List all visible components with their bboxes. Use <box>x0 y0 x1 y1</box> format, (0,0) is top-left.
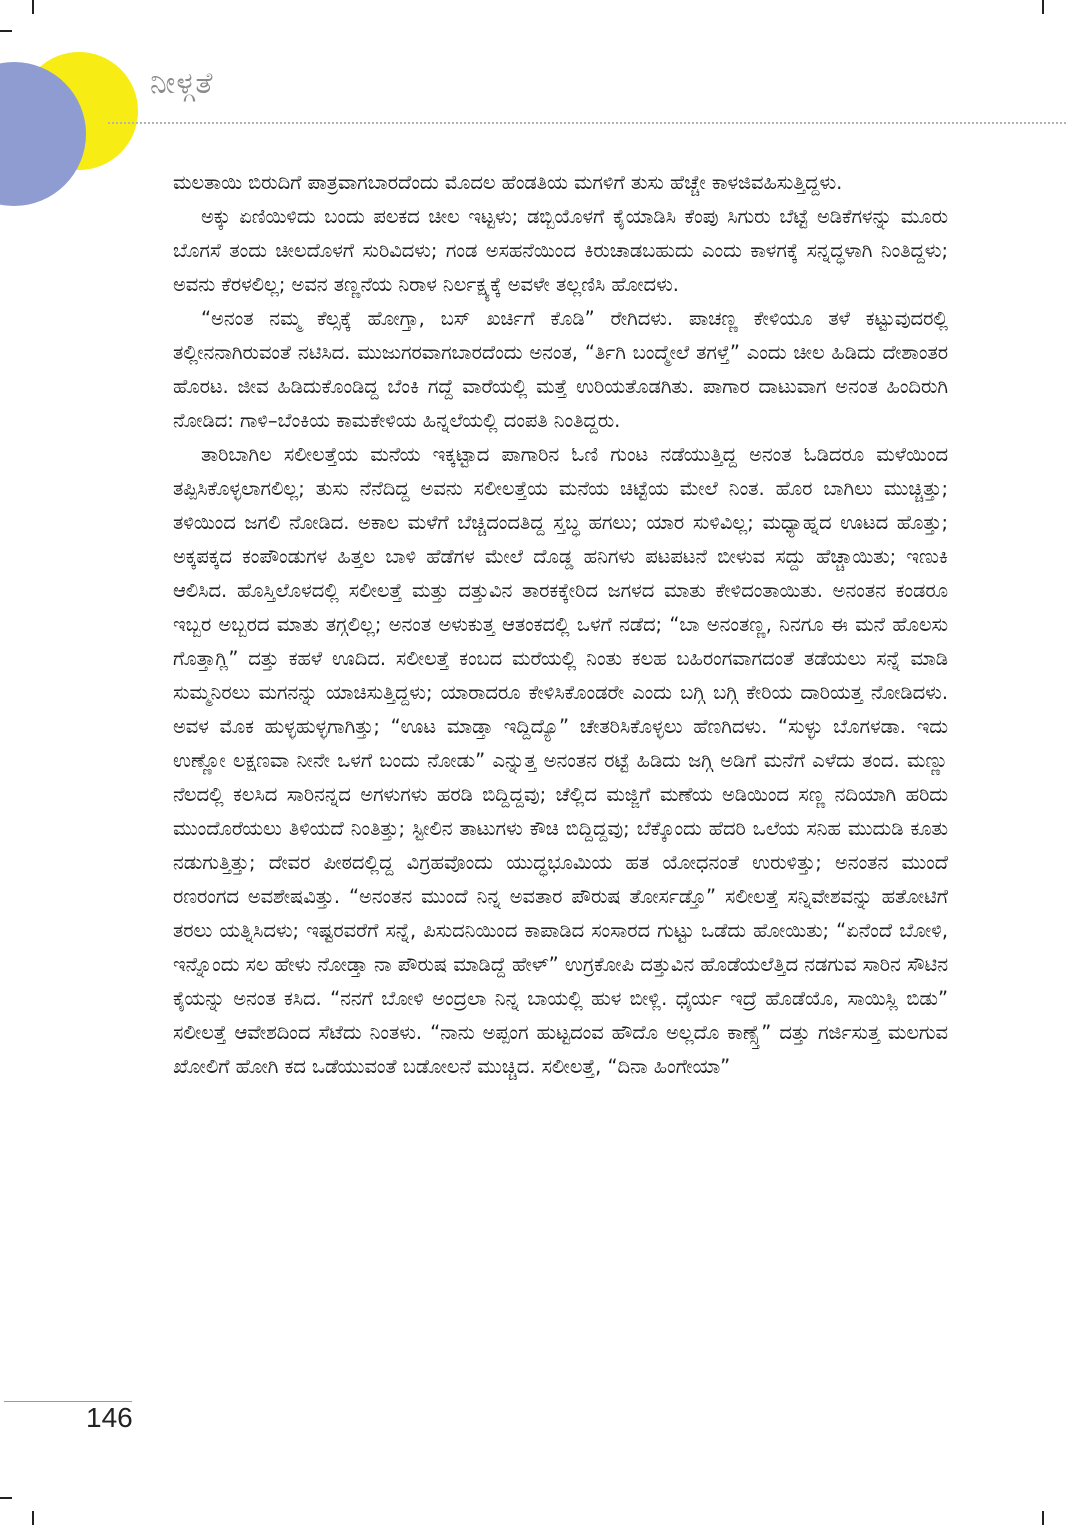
paragraph-4: ತಾರಿಬಾಗಿಲ ಸಲೀಲತ್ತೆಯ ಮನೆಯ ಇಕ್ಕಟ್ಟಾದ ಪಾಗಾರಿನ ಓಣಿ ಗುಂಟ ನಡೆಯುತ್ತಿದ್ದ ಅನಂತ ಓಡಿದರೂ ಮಳೆಯಿಂದ ತಪ್ಪಿಸಿಕೊಳ್ಳಲಾಗಲಿಲ್ಲ; ತುಸು ನೆನೆದಿದ್ದ ಅವನು ಸಲೀಲತ್ತೆಯ ಮನೆಯ ಚಿಟ್ಟೆಯ ಮೇಲೆ ನಿಂತ. ಹೊರ ಬಾಗಿಲು ಮುಚ್ಚಿತ್ತು; ತಳಿಯಿಂದ ಜಗಲಿ ನೋಡಿದ. ಅಕಾಲ ಮಳೆಗೆ ಬೆಚ್ಚಿದಂದತಿದ್ದ ಸ್ತಬ್ಧ ಹಗಲು; ಯಾರ ಸುಳಿವಿಲ್ಲ; ಮಧ್ಯಾಹ್ನದ ಊಟದ ಹೊತ್ತು; ಅಕ್ಕಪಕ್ಕದ ಕಂಪೌಂಡುಗಳ ಹಿತ್ತಲ ಬಾಳಿ ಹೆಡೆಗಳ ಮೇಲೆ ದೊಡ್ಡ ಹನಿಗಳು ಪಟಪಟನೆ ಬೀಳುವ ಸದ್ದು ಹೆಚ್ಚಾಯಿತು; ಇಣುಕಿ ಆಲಿಸಿದ. ಹೊಸ್ತಿಲೊಳದಲ್ಲಿ ಸಲೀಲತ್ತೆ ಮತ್ತು ದತ್ತುವಿನ ತಾರಕಕ್ಕೇರಿದ ಜಗಳದ ಮಾತು ಕೇಳಿದಂತಾಯಿತು. ಅನಂತನ ಕಂಡರೂ ಇಬ್ಬರ ಅಬ್ಬರದ ಮಾತು ತಗ್ಗಲಿಲ್ಲ; ಅನಂತ ಅಳುಕುತ್ತ ಆತಂಕದಲ್ಲಿ ಒಳಗೆ ನಡೆದ; “ಬಾ ಅನಂತಣ್ಣ, ನಿನಗೂ ಈ ಮನೆ ಹೊಲಸು ಗೊತ್ತಾಗ್ಲಿ” ದತ್ತು ಕಹಳೆ ಊದಿದ. ಸಲೀಲತ್ತೆ ಕಂಬದ ಮರೆಯಲ್ಲಿ ನಿಂತು ಕಲಹ ಬಹಿರಂಗವಾಗದಂತೆ ತಡೆಯಲು ಸನ್ನೆ ಮಾಡಿ ಸುಮ್ಮನಿರಲು ಮಗನನ್ನು ಯಾಚಿಸುತ್ತಿದ್ದಳು; ಯಾರಾದರೂ ಕೇಳಿಸಿಕೊಂಡರೇ ಎಂದು ಬಗ್ಗಿ ಬಗ್ಗಿ ಕೇರಿಯ ದಾರಿಯತ್ತ ನೋಡಿದಳು. ಅವಳ ಮೊಕ ಹುಳ್ಳಹುಳ್ಳಗಾಗಿತ್ತು; “ಊಟ ಮಾಡ್ತಾ ಇದ್ದಿದ್ಯೊ” ಚೇತರಿಸಿಕೊಳ್ಳಲು ಹೆಣಗಿದಳು. “ಸುಳ್ಳು ಬೊಗಳಡಾ. ಇದು ಉಣ್ಣೋ ಲಕ್ಷಣವಾ ನೀನೇ ಒಳಗೆ ಬಂದು ನೋಡು” ಎನ್ನುತ್ತ ಅನಂತನ ರಟ್ಟೆ ಹಿಡಿದು ಜಗ್ಗಿ ಅಡಿಗೆ ಮನೆಗೆ ಎಳೆದು ತಂದ. ಮಣ್ಣು ನೆಲದಲ್ಲಿ ಕಲಸಿದ ಸಾರಿನನ್ನದ ಅಗಳುಗಳು ಹರಡಿ ಬಿದ್ದಿದ್ದವು; ಚೆಲ್ಲಿದ ಮಜ್ಜಿಗೆ ಮಣೆಯ ಅಡಿಯಿಂದ ಸಣ್ಣ ನದಿಯಾಗಿ ಹರಿದು ಮುಂದೊರೆಯಲು ತಿಳಿಯದೆ ನಿಂತಿತ್ತು; ಸ್ಟೀಲಿನ ತಾಟುಗಳು ಕೌಚಿ ಬಿದ್ದಿದ್ದವು; ಬೆಕ್ಕೊಂದು ಹೆದರಿ ಒಲೆಯ ಸನಿಹ ಮುದುಡಿ ಕೂತು ನಡುಗುತ್ತಿತ್ತು; ದೇವರ ಪೀಠದಲ್ಲಿದ್ದ ವಿಗ್ರಹವೊಂದು ಯುದ್ಧಭೂಮಿಯ ಹತ ಯೋಧನಂತೆ ಉರುಳಿತ್ತು; ಅನಂತನ ಮುಂದೆ ರಣರಂಗದ ಅವಶೇಷವಿತ್ತು. “ಅನಂತನ ಮುಂದೆ ನಿನ್ನ ಅವತಾರ ಪೌರುಷ ತೋರ್ಸಡ್ತೊ” ಸಲೀಲತ್ತೆ ಸನ್ನಿವೇಶವನ್ನು ಹತೋಟಿಗೆ ತರಲು ಯತ್ನಿಸಿದಳು; ಇಷ್ಟರವರೆಗೆ ಸನ್ನೆ, ಪಿಸುದನಿಯಿಂದ ಕಾಪಾಡಿದ ಸಂಸಾರದ ಗುಟ್ಟು ಒಡೆದು ಹೋಯಿತು; “ಏನೆಂದೆ ಬೋಳಿ, ಇನ್ನೊಂದು ಸಲ ಹೇಳು ನೋಡ್ತಾ ನಾ ಪೌರುಷ ಮಾಡಿದ್ದೆ ಹೇಳ್” ಉಗ್ರಕೋಪಿ ದತ್ತುವಿನ ಹೊಡೆಯಲೆತ್ತಿದ ನಡಗುವ ಸಾರಿನ ಸೌಟಿನ ಕೈಯನ್ನು ಅನಂತ ಕಸಿದ. “ನನಗೆ ಬೋಳಿ ಅಂದ್ರಲಾ ನಿನ್ನ ಬಾಯಲ್ಲಿ ಹುಳ ಬೀಳ್ಲಿ. ಧೈರ್ಯ ಇದ್ರೆ ಹೊಡೆಯೊ, ಸಾಯಿಸ್ಲಿ ಬಿಡು” ಸಲೀಲತ್ತೆ ಆವೇಶದಿಂದ ಸೆಟೆದು ನಿಂತಳು. “ನಾನು ಅಪ್ಪಂಗ ಹುಟ್ಟದಂವ ಹೌದೊ ಅಲ್ಲದೊ ಕಾಣ್ಸ್ತೆ” ದತ್ತು ಗರ್ಜಿಸುತ್ತ ಮಲಗುವ ಖೋಲಿಗೆ ಹೋಗಿ ಕದ ಒಡೆಯುವಂತೆ ಬಡೋಲನೆ ಮುಚ್ಚಿದ. ಸಲೀಲತ್ತೆ, “ದಿನಾ ಹಿಂಗೇಯಾ” <box>173 443 948 1078</box>
paragraph-2: ಅಕ್ಕು ಏಣಿಯಿಳಿದು ಬಂದು ಪಲಕದ ಚೀಲ ಇಟ್ಟಳು; ಡಬ್ಬಿಯೊಳಗೆ ಕೈಯಾಡಿಸಿ ಕೆಂಪು ಸಿಗುರು ಬೆಟ್ಟೆ ಅಡಿಕೆಗಳನ್ನು ಮೂರು ಬೊಗಸೆ ತಂದು ಚೀಲದೊಳಗೆ ಸುರಿವಿದಳು; ಗಂಡ ಅಸಹನೆಯಿಂದ ಕಿರುಚಾಡಬಹುದು ಎಂದು ಕಾಳಗಕ್ಕೆ ಸನ್ನದ್ಧಳಾಗಿ ನಿಂತಿದ್ದಳು; ಅವನು ಕೆರಳಲಿಲ್ಲ; ಅವನ ತಣ್ಣನೆಯ ನಿರಾಳ ನಿರ್ಲಕ್ಷ್ಯಕ್ಕೆ ಅವಳೇ ತಲ್ಲಣಿಸಿ ಹೋದಳು. <box>173 205 948 296</box>
crop-mark-bottom-left-h <box>0 1497 12 1499</box>
crop-mark-top-left-h <box>0 30 12 32</box>
story-body <box>173 166 948 1084</box>
paragraph-3: “ಅನಂತ ನಮ್ಮ ಕೆಲ್ಸಕ್ಕೆ ಹೋಗ್ತಾ, ಬಸ್ ಖರ್ಚಿಗೆ ಕೊಡಿ” ರೇಗಿದಳು. ಪಾಚಣ್ಣ ಕೇಳಿಯೂ ತಳೆ ಕಟ್ಟುವುದರಲ್ಲಿ ತಲ್ಲೀನನಾಗಿರುವಂತೆ ನಟಿಸಿದ. ಮುಜುಗರವಾಗಬಾರದೆಂದು ಅನಂತ, “ರ್ತಿಗಿ ಬಂದ್ಮೇಲೆ ತಗಳ್ತೆ” ಎಂದು ಚೀಲ ಹಿಡಿದು ದೇಶಾಂತರ ಹೊರಟ. ಜೀವ ಹಿಡಿದುಕೊಂಡಿದ್ದ ಬೆಂಕಿ ಗದ್ದೆ ವಾರೆಯಲ್ಲಿ ಮತ್ತೆ ಉರಿಯತೊಡಗಿತು. ಪಾಗಾರ ದಾಟುವಾಗ ಅನಂತ ಹಿಂದಿರುಗಿ ನೋಡಿದ: ಗಾಳಿ–ಬೆಂಕಿಯ ಕಾಮಕೇಳಿಯ ಹಿನ್ನಲೆಯಲ್ಲಿ ದಂಪತಿ ನಿಂತಿದ್ದರು. <box>173 307 948 432</box>
crop-mark-bottom-left <box>32 1511 34 1525</box>
running-header-title: ನೀಳ್ಗತೆ <box>150 66 214 101</box>
crop-mark-top-left <box>32 0 34 14</box>
paragraph-1: ಮಲತಾಯಿ ಬಿರುದಿಗೆ ಪಾತ್ರವಾಗಬಾರದೆಂದು ಮೊದಲ ಹೆಂಡತಿಯ ಮಗಳಿಗೆ ತುಸು ಹೆಚ್ಚೇ ಕಾಳಜಿವಹಿಸುತ್ತಿದ್ದಳು. <box>173 171 843 194</box>
crop-mark-bottom-right <box>1042 1511 1044 1525</box>
crop-mark-top-right <box>1042 0 1044 14</box>
page-number: 146 <box>86 1402 133 1433</box>
header-dotted-divider <box>108 122 1066 124</box>
